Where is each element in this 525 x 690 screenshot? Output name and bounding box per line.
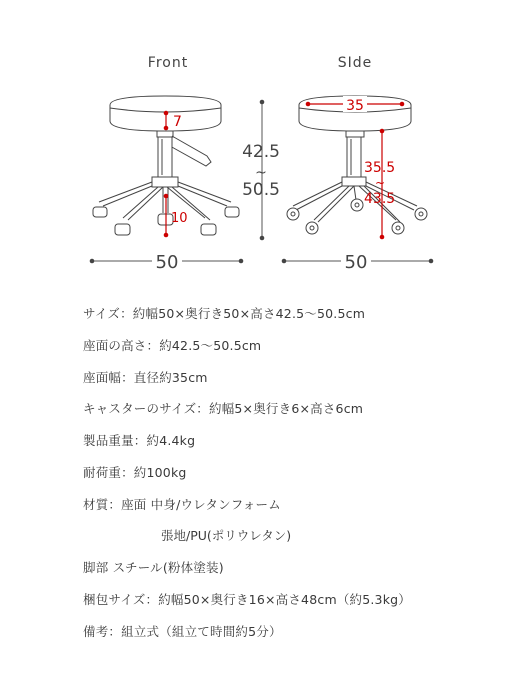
side-view-title: SIde	[337, 55, 373, 71]
spec-material-seat: 材質：座面 中身/ウレタンフォーム	[83, 497, 281, 512]
side-width-label: 50	[344, 252, 368, 273]
front-caster-height-label: 10	[171, 211, 188, 226]
front-seat-thickness-label: 7	[173, 114, 182, 130]
side-seat-diameter-label: 35	[346, 98, 364, 114]
spec-size: サイズ：約幅50×奥行き50×高さ42.5～50.5cm	[83, 306, 366, 321]
spec-material-cover: 張地/PU(ポリウレタン)	[161, 528, 292, 543]
front-width-label: 50	[155, 252, 179, 273]
side-stool-drawing	[287, 96, 427, 234]
spec-package-size: 梱包サイズ：約幅50×奥行き16×高さ48cm（約5.3kg）	[83, 592, 411, 607]
side-height-min-label: 35.5	[364, 160, 396, 176]
spec-seat-width: 座面幅：直径約35cm	[83, 370, 208, 385]
spec-material-legs: 脚部 スチール(粉体塗装)	[83, 560, 224, 575]
side-height-max-label: 43.5	[364, 191, 396, 207]
spec-caster-size: キャスターのサイズ：約幅5×奥行き6×高さ6cm	[83, 401, 364, 416]
spec-seat-height: 座面の高さ：約42.5～50.5cm	[83, 338, 262, 353]
side-height-tilde: ~	[375, 176, 386, 190]
front-view-title: Front	[147, 55, 189, 71]
height-min-label: 42.5	[242, 142, 280, 162]
spec-notes: 備考：組立式（組立て時間約5分）	[83, 624, 282, 639]
height-max-label: 50.5	[242, 180, 280, 200]
spec-weight: 製品重量：約4.4kg	[83, 433, 196, 448]
stool-dimension-diagram	[0, 0, 525, 280]
height-tilde: ~	[255, 165, 267, 181]
spec-load-capacity: 耐荷重：約100kg	[83, 465, 187, 480]
